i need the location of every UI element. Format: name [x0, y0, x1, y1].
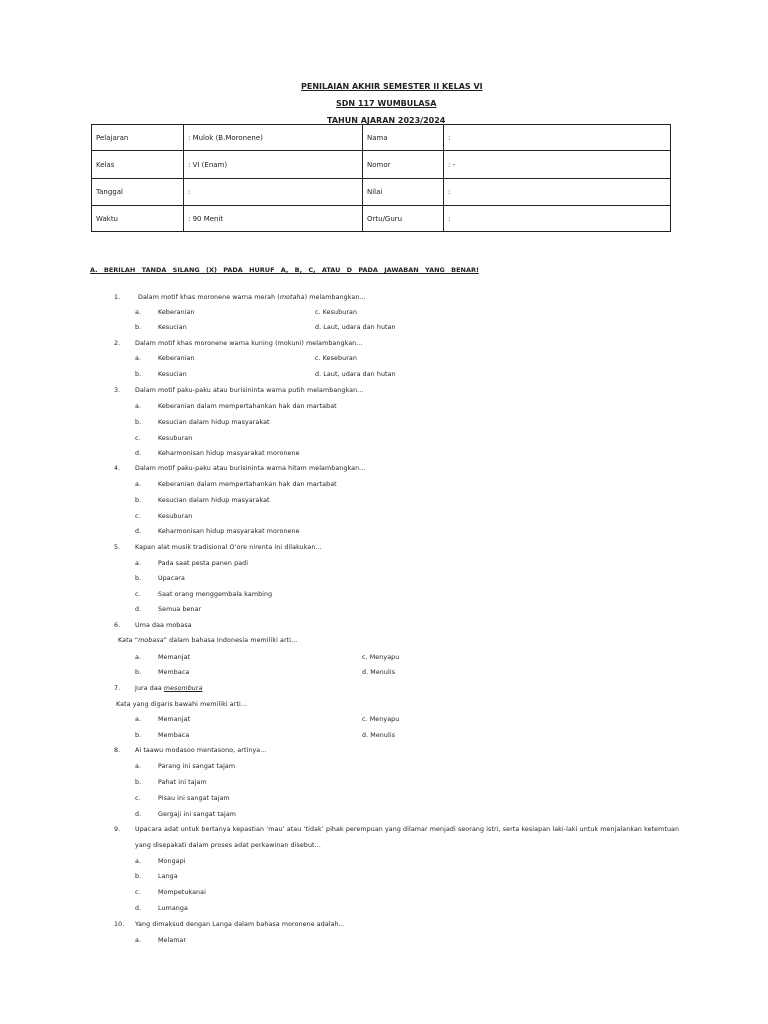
question-number: 7. [114, 685, 121, 692]
info-label: Nama [363, 125, 444, 151]
question-text: Yang dimaksud dengan Langa dalam bahasa moronene adalah... [135, 921, 345, 928]
school-name: SDN 117 WUMBULASA [336, 99, 437, 108]
question-number: 3. [114, 387, 121, 394]
question-subtext: Kata “mobasa” dalam bahasa Indonesia memiliki arti... [118, 637, 298, 644]
option-text: Pisau ini sangat tajam [158, 795, 230, 802]
question-text: Uma daa mobasa [135, 622, 192, 629]
option-text: Langa [158, 873, 178, 880]
option-letter: c. [135, 591, 141, 598]
option-text: Memanjat [158, 654, 191, 661]
info-value: : VI (Enam) [184, 151, 363, 179]
info-row [92, 206, 671, 232]
option-letter: a. [135, 654, 142, 661]
option-text: Gergaji ini sangat tajam [158, 811, 237, 818]
option-text: Membaca [158, 669, 190, 676]
option-text: Memanjat [158, 716, 191, 723]
option-text: Kesuburan [158, 513, 193, 520]
section-a-instruction: A. BERILAH TANDA SILANG (X) PADA HURUF A, B, C, ATAU D PADA JAWABAN YANG BENAR! [90, 266, 479, 274]
info-row [92, 179, 671, 206]
option-letter: c. [135, 513, 141, 520]
info-label: Pelajaran [92, 125, 184, 151]
option-text: c. Menyapu [362, 654, 400, 661]
option-letter: c. [135, 889, 141, 896]
option-letter: b. [135, 371, 142, 378]
option-letter: b. [135, 732, 142, 739]
option-text: d. Menulis [362, 732, 396, 739]
info-label: Nilai [363, 179, 444, 206]
option-text: Saat orang menggembala kambing [158, 591, 273, 598]
question-text: Dalam motif paku-paku atau burisininta warna hitam melambangkan... [135, 465, 366, 472]
option-letter: b. [135, 669, 142, 676]
option-letter: a. [135, 858, 142, 865]
info-value: : - [444, 151, 671, 179]
option-text: Mongapi [158, 858, 186, 865]
option-text: Mompetukanai [158, 889, 206, 896]
option-text: Kesuburan [158, 435, 193, 442]
option-letter: a. [135, 309, 142, 316]
question-text: Jura daa mesombura [135, 685, 203, 692]
question-number: 2. [114, 340, 121, 347]
option-text: Pahat ini tajam [158, 779, 207, 786]
option-text: Pada saat pesta panen padi [158, 560, 249, 567]
info-label: Nomor [363, 151, 444, 179]
info-label: Kelas [92, 151, 184, 179]
option-letter: d. [135, 811, 142, 818]
option-text: Keharmonisan hidup masyarakat moronene [158, 450, 300, 457]
question-text: Upacara adat untuk bertanya kepastian ‘mau’ atau ‘tidak’ pihak perempuan yang dilamar menjadi seorang istri, serta kesiapan laki-laki untuk menjalankan ketemtuan [135, 826, 680, 833]
academic-year: TAHUN AJARAN 2023/2024 [327, 116, 446, 125]
option-text: Membaca [158, 732, 190, 739]
option-letter: a. [135, 355, 142, 362]
option-letter: b. [135, 575, 142, 582]
question-text: Ai taawu modasoo mentasono, artinya... [135, 747, 267, 754]
question-number: 9. [114, 826, 121, 833]
option-text: Upacara [158, 575, 185, 582]
option-letter: b. [135, 497, 142, 504]
option-letter: d. [135, 450, 142, 457]
info-row [92, 125, 671, 151]
option-text: Keberanian dalam mempertahankan hak dan martabat [158, 403, 337, 410]
option-letter: a. [135, 763, 142, 770]
info-row [92, 151, 671, 179]
option-text: c. Kesuburan [315, 309, 358, 316]
option-text: Keberanian [158, 309, 195, 316]
info-value: : 90 Menit [184, 206, 363, 232]
question-number: 5. [114, 544, 121, 551]
option-text: Kesucian [158, 371, 187, 378]
question-number: 4. [114, 465, 121, 472]
question-subtext: Kata yang digaris bawahi memiliki arti... [116, 701, 248, 708]
question-text: Kapan alat musik tradisional O’ore nirenta ini dilakukan... [135, 544, 322, 551]
option-text: Lumanga [158, 905, 188, 912]
info-label: Tanggal [92, 179, 184, 206]
student-info-table [91, 124, 671, 232]
option-text: d. Laut, udara dan hutan [315, 324, 396, 331]
option-text: Melamar [158, 937, 187, 944]
exam-title: PENILAIAN AKHIR SEMESTER II KELAS VI [301, 82, 483, 91]
option-letter: d. [135, 528, 142, 535]
option-letter: d. [135, 606, 142, 613]
option-letter: a. [135, 481, 142, 488]
question-text: Dalam motif khas moronene warna kuning (mokuni) melambangkan... [135, 340, 363, 347]
question-number: 8. [114, 747, 121, 754]
option-letter: c. [135, 435, 141, 442]
info-value: : [184, 179, 363, 206]
option-text: Keberanian dalam mempertahankan hak dan martabat [158, 481, 337, 488]
option-letter: b. [135, 324, 142, 331]
option-text: c. Keseburan [315, 355, 357, 362]
question-number: 1. [114, 294, 121, 301]
info-value: : [444, 206, 671, 232]
question-text-cont: yang disepakati dalam proses adat perkawinan disebut... [135, 842, 321, 849]
option-text: Keharmonisan hidup masyarakat moronene [158, 528, 300, 535]
question-text: Dalam motif khas moronene warna merah (motaha) melambangkan... [138, 294, 366, 301]
info-label: Ortu/Guru [363, 206, 444, 232]
option-text: c. Menyapu [362, 716, 400, 723]
question-number: 10. [114, 921, 125, 928]
option-letter: b. [135, 779, 142, 786]
option-letter: a. [135, 716, 142, 723]
info-value: : [444, 179, 671, 206]
option-text: Semua benar [158, 606, 202, 613]
info-label: Waktu [92, 206, 184, 232]
option-text: d. Menulis [362, 669, 396, 676]
option-letter: d. [135, 905, 142, 912]
option-text: Kesucian dalam hidup masyarakat [158, 419, 270, 426]
option-text: Parang ini sangat tajam [158, 763, 236, 770]
option-letter: a. [135, 937, 142, 944]
option-letter: a. [135, 560, 142, 567]
option-text: Kesucian [158, 324, 187, 331]
option-text: Keberanian [158, 355, 195, 362]
option-text: d. Laut, udara dan hutan [315, 371, 396, 378]
option-letter: b. [135, 873, 142, 880]
option-text: Kesucian dalam hidup masyarakat [158, 497, 270, 504]
question-number: 6. [114, 622, 121, 629]
info-value: : Mulok (B.Moronene) [184, 125, 363, 151]
info-value: : [444, 125, 671, 151]
option-letter: c. [135, 795, 141, 802]
option-letter: b. [135, 419, 142, 426]
question-text: Dalam motif paku-paku atau burisininta warna putih melambangkan... [135, 387, 364, 394]
option-letter: a. [135, 403, 142, 410]
